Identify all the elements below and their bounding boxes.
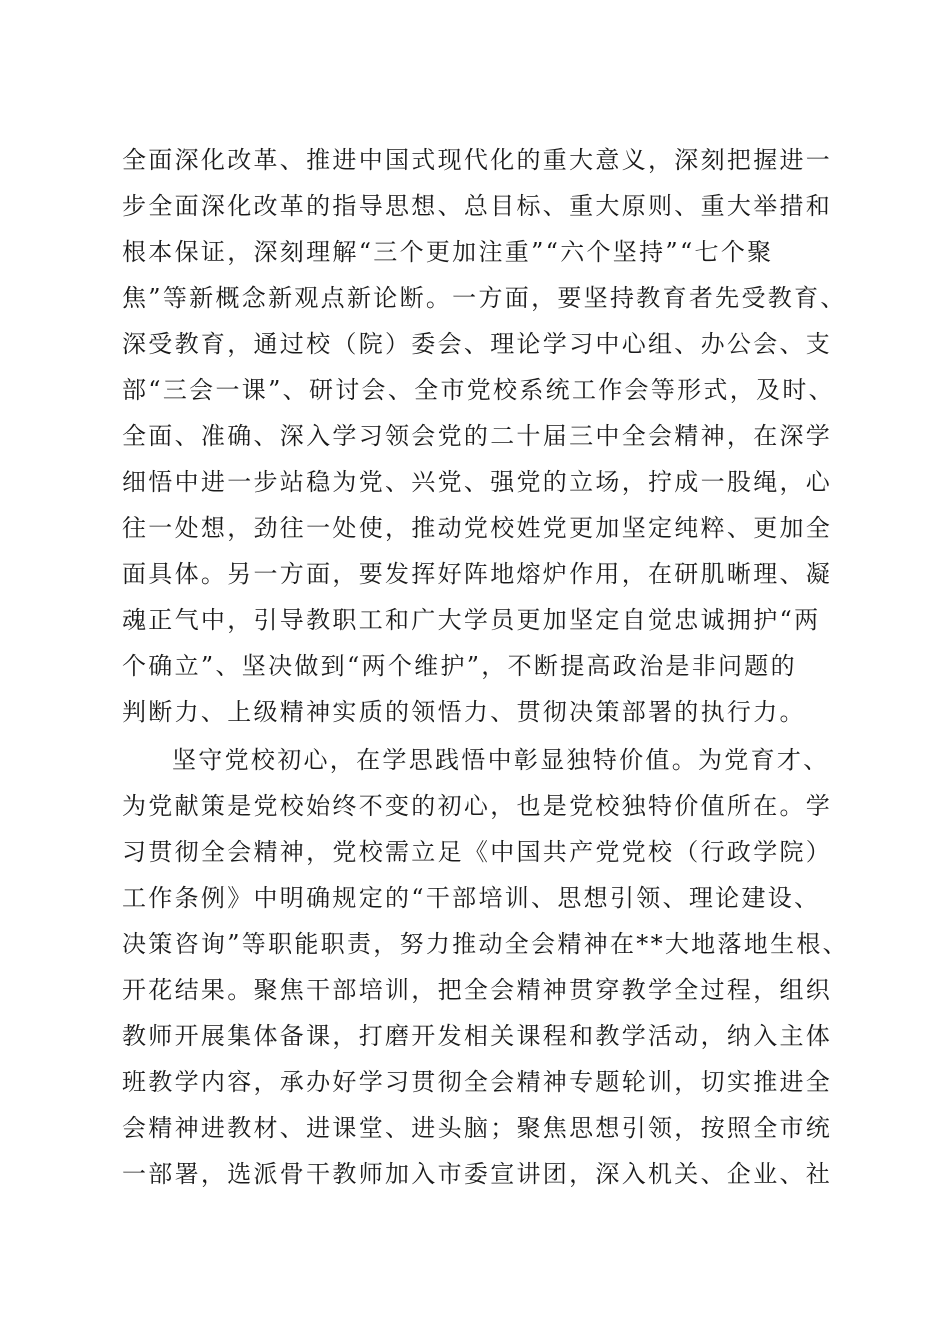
text-line: 焦”等新概念新观点新论断。一方面，要坚持教育者先受教育、	[122, 284, 847, 312]
text-line-first: 坚守党校初心，在学思践悟中彰显独特价值。为党育才、	[172, 746, 830, 774]
text-line: 全面深化改革、推进中国式现代化的重大意义，深刻把握进一	[122, 146, 833, 174]
text-line: 班教学内容，承办好学习贯彻全会精神专题轮训，切实推进全	[122, 1068, 833, 1096]
text-line: 步全面深化改革的指导思想、总目标、重大原则、重大举措和	[122, 192, 833, 220]
text-line: 深受教育，通过校（院）委会、理论学习中心组、办公会、支	[122, 330, 833, 358]
text-line: 决策咨询”等职能职责，努力推动全会精神在**大地落地生根、	[122, 930, 849, 958]
text-line: 一部署，选派骨干教师加入市委宣讲团，深入机关、企业、社	[122, 1160, 833, 1188]
text-line: 习贯彻全会精神，党校需立足《中国共产党党校（行政学院）	[122, 838, 833, 866]
text-line: 教师开展集体备课，打磨开发相关课程和教学活动，纳入主体	[122, 1022, 833, 1050]
document-body	[122, 137, 849, 1197]
text-line: 为党献策是党校始终不变的初心，也是党校独特价值所在。学	[122, 792, 833, 820]
text-line: 细悟中进一步站稳为党、兴党、强党的立场，拧成一股绳，心	[122, 468, 833, 496]
text-line: 工作条例》中明确规定的“干部培训、思想引领、理论建设、	[122, 884, 821, 912]
text-line: 根本保证，深刻理解“三个更加注重”“六个坚持”“七个聚	[122, 238, 774, 266]
text-line: 会精神进教材、进课堂、进头脑；聚焦思想引领，按照全市统	[122, 1114, 833, 1142]
text-line: 全面、准确、深入学习领会党的二十届三中全会精神，在深学	[122, 422, 833, 450]
text-line: 魂正气中，引导教职工和广大学员更加坚定自觉忠诚拥护“两	[122, 606, 821, 634]
text-line: 往一处想，劲往一处使，推动党校姓党更加坚定纯粹、更加全	[122, 514, 833, 542]
text-line: 开花结果。聚焦干部培训，把全会精神贯穿教学全过程，组织	[122, 976, 833, 1004]
text-line: 面具体。另一方面，要发挥好阵地熔炉作用，在研肌晰理、凝	[122, 560, 833, 588]
paragraph-1	[122, 137, 847, 735]
text-line: 部“三会一课”、研讨会、全市党校系统工作会等形式，及时、	[122, 376, 835, 404]
paragraph-2	[122, 737, 849, 1197]
text-line: 个确立”、坚决做到“两个维护”，不断提高政治是非问题的	[122, 652, 797, 680]
text-line: 判断力、上级精神实质的领悟力、贯彻决策部署的执行力。	[122, 698, 806, 726]
